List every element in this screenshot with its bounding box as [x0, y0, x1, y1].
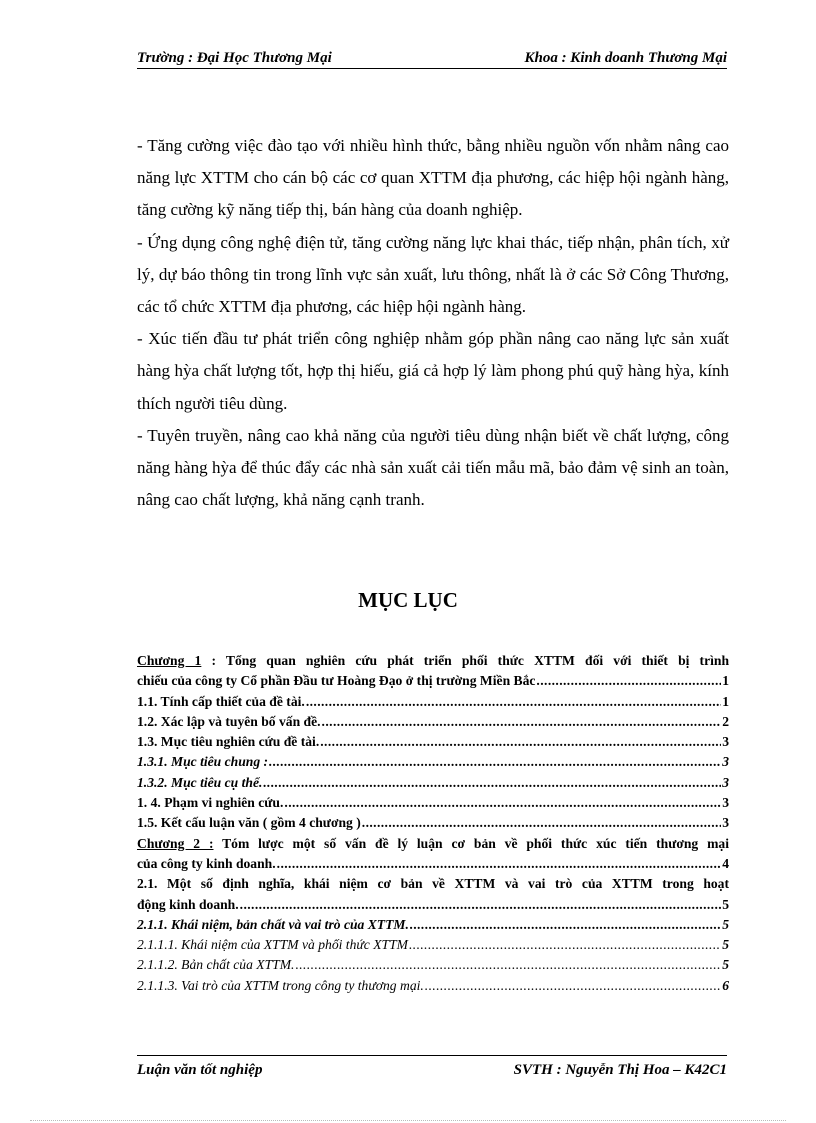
- toc-entry-text: 2.1.1.3. Vai trò của XTTM trong công ty thương mại.: [137, 977, 424, 993]
- toc-page-number: 1: [722, 693, 729, 709]
- toc-leader: [269, 752, 721, 772]
- toc-entry-chapter-2[interactable]: [137, 834, 729, 875]
- toc-entry-chapter-1[interactable]: [137, 651, 729, 692]
- toc-page-number: 5: [722, 896, 729, 912]
- toc-entry-text: 2.1. Một số định nghĩa, khái niệm cơ bản về XTTM và vai trò của XTTM trong hoạt: [137, 876, 729, 892]
- toc-entry-1-3[interactable]: [137, 732, 729, 752]
- page-separator: [30, 1120, 786, 1121]
- footer-rule: [137, 1055, 727, 1056]
- body-paragraph: - Ứng dụng công nghệ điện tử, tăng cường năng lực khai thác, tiếp nhận, phân tích, xử lý, dự báo thông tin trong lĩnh vực sản xuất, lưu thông, nhất là ở các Sở Công Thương, các tổ chức XTTM địa phương, các hiệp hội ngành hàng.: [137, 232, 729, 317]
- toc-entry-text: 1. 4. Phạm vi nghiên cứu.: [137, 795, 284, 811]
- toc-leader: [306, 692, 721, 712]
- body-paragraph: - Tăng cường việc đào tạo với nhiều hình thức, bằng nhiều nguồn vốn nhằm nâng cao năng lực XTTM cho cán bộ các cơ quan XTTM địa phương, các hiệp hội ngành hàng, tăng cường kỹ năng tiếp thị, bán hàng của doanh nghiệp.: [137, 136, 729, 220]
- toc-leader: [322, 712, 722, 732]
- toc-leader: [409, 935, 721, 955]
- toc-entry-text: chiếu của công ty Cổ phần Đầu tư Hoàng Đạo ở thị trường Miền Bắc: [137, 673, 536, 689]
- toc-entry-text: của công ty kinh doanh.: [137, 855, 276, 871]
- toc-entry-text: Tóm lược một số vấn đề lý luận cơ bản về phối thức xúc tiến thương mại: [213, 835, 729, 851]
- toc-separator: :: [201, 653, 226, 668]
- toc-page-number: 3: [722, 774, 729, 790]
- toc-entry-2-1[interactable]: [137, 874, 729, 915]
- toc-entry-text: động kinh doanh.: [137, 896, 239, 912]
- table-of-contents: [137, 651, 729, 996]
- toc-entry-text: 1.3.2. Mục tiêu cụ thể.: [137, 774, 263, 790]
- toc-entry-text: 1.5. Kết cấu luận văn ( gồm 4 chương ): [137, 815, 361, 831]
- body-paragraph: - Xúc tiến đầu tư phát triển công nghiệp nhằm góp phần nâng cao năng lực sản xuất hàng hỳa chất lượng tốt, hợp thị hiếu, giá cả hợp lý làm phong phú quỹ hàng hỳa, kính thích người tiêu dùng.: [137, 329, 729, 413]
- toc-entry-text: Tổng quan nghiên cứu phát triển phối thức XTTM đối với thiết bị trình: [225, 653, 730, 668]
- toc-entry-1-4[interactable]: [137, 793, 729, 813]
- toc-page-number: 5: [722, 937, 729, 953]
- toc-page-number: 1: [722, 673, 729, 689]
- footer-thesis-label: Luận văn tốt nghiệp: [137, 1062, 263, 1078]
- toc-leader: [295, 955, 721, 975]
- toc-page-number: 3: [722, 815, 729, 831]
- toc-leader: [362, 813, 721, 833]
- toc-leader: [425, 976, 721, 996]
- toc-entry-1-3-1[interactable]: [137, 752, 729, 772]
- toc-entry-2-1-1-3[interactable]: [137, 976, 729, 996]
- toc-title: MỤC LỤC: [358, 588, 458, 612]
- toc-chapter-label: Chương 1: [137, 653, 202, 668]
- toc-entry-1-1[interactable]: [137, 692, 729, 712]
- toc-entry-text: 2.1.1.2. Bản chất của XTTM.: [137, 957, 295, 973]
- header-school: Trường : Đại Học Thương Mại: [137, 50, 332, 66]
- toc-entry-1-5[interactable]: [137, 813, 729, 833]
- toc-page-number: 3: [722, 795, 729, 811]
- toc-page-number: 4: [722, 855, 729, 871]
- toc-entry-2-1-1-1[interactable]: [137, 935, 729, 955]
- toc-entry-text: 1.3. Mục tiêu nghiên cứu đề tài.: [137, 734, 320, 750]
- toc-leader: [240, 895, 722, 915]
- toc-entry-1-3-2[interactable]: [137, 773, 729, 793]
- body-text: [137, 130, 729, 516]
- toc-entry-text: 2.1.1. Khái niệm, bản chất và vai trò của XTTM.: [137, 916, 409, 932]
- toc-page-number: 6: [722, 977, 729, 993]
- toc-entry-2-1-1[interactable]: [137, 915, 729, 935]
- page-header: [137, 50, 727, 68]
- toc-page-number: 5: [722, 916, 729, 932]
- toc-page-number: 5: [722, 957, 729, 973]
- toc-leader: [536, 671, 721, 691]
- body-paragraph: - Tuyên truyền, nâng cao khả năng của người tiêu dùng nhận biết về chất lượng, công năng hàng hỳa để thúc đẩy các nhà sản xuất cải tiến mẫu mã, bảo đảm vệ sinh an toàn, nâng cao chất lượng, khả năng cạnh tranh.: [137, 425, 729, 510]
- toc-entry-text: 1.2. Xác lập và tuyên bố vấn đề.: [137, 713, 321, 729]
- page-footer: [137, 1062, 727, 1080]
- toc-entry-text: 1.1. Tính cấp thiết của đề tài.: [137, 693, 305, 709]
- toc-entry-1-2[interactable]: [137, 712, 729, 732]
- toc-page-number: 3: [722, 754, 729, 770]
- toc-leader: [277, 854, 722, 874]
- toc-chapter-label: Chương 2 :: [137, 835, 214, 851]
- toc-leader: [320, 732, 721, 752]
- footer-student: SVTH : Nguyễn Thị Hoa – K42C1: [513, 1062, 727, 1078]
- header-faculty: Khoa : Kinh doanh Thương Mại: [524, 50, 727, 66]
- header-rule: [137, 68, 727, 69]
- toc-entry-text: 2.1.1.1. Khái niệm của XTTM và phối thức XTTM: [137, 937, 408, 953]
- toc-page-number: 3: [722, 734, 729, 750]
- toc-entry-text: 1.3.1. Mục tiêu chung :: [137, 754, 269, 770]
- toc-leader: [410, 915, 721, 935]
- toc-leader: [263, 773, 721, 793]
- toc-entry-2-1-1-2[interactable]: [137, 955, 729, 975]
- toc-leader: [284, 793, 721, 813]
- toc-page-number: 2: [722, 713, 729, 729]
